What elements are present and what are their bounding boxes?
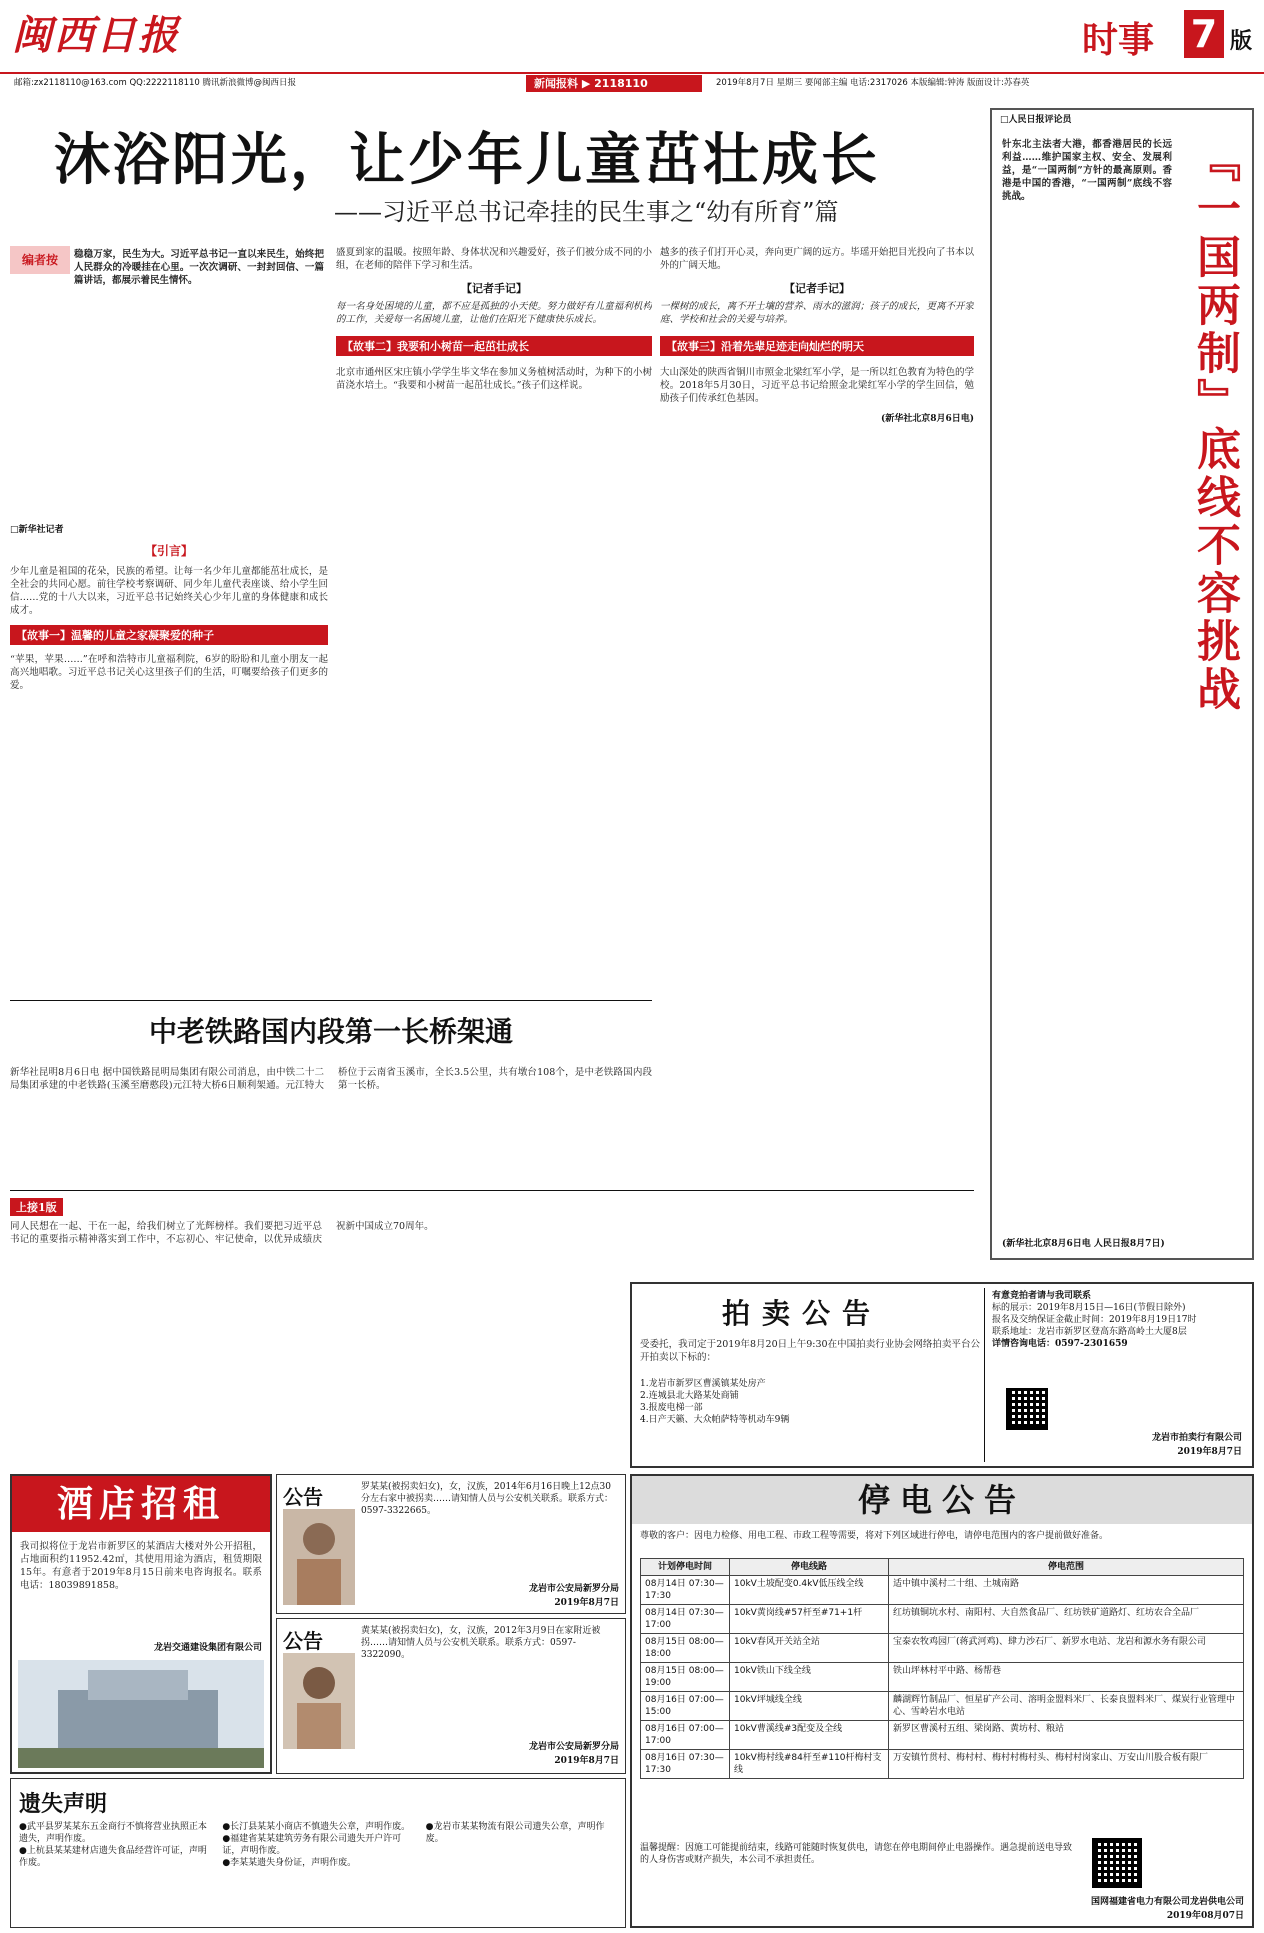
- outage-line: 10kV春风开关站全站: [730, 1634, 889, 1663]
- lost-notice-item: ●福建省某某建筑劳务有限公司遗失开户许可证，声明作废。: [222, 1834, 402, 1856]
- auction-contact-line: 标的展示：2019年8月15日—16日(节假日除外): [992, 1303, 1186, 1313]
- table-row: [641, 1663, 1244, 1692]
- column-three-note-heading: 【记者手记】: [784, 282, 850, 295]
- column-three-note: 一棵树的成长，离不开土壤的营养、雨水的滋润；孩子的成长，更离不开家庭、学校和社会的关爱与培养。: [660, 301, 974, 325]
- table-row: [641, 1605, 1244, 1634]
- notice-1: [276, 1474, 626, 1614]
- hotel-rental-ad: [10, 1474, 272, 1774]
- notice-2-title: 公告: [283, 1629, 323, 1653]
- auction-item: 1.龙岩市新罗区曹溪镇某处房产: [640, 1379, 766, 1389]
- article-byline: □新华社记者: [10, 525, 64, 535]
- auction-title: 拍卖公告: [722, 1297, 883, 1330]
- continued-tag: 上接1版: [10, 1198, 63, 1216]
- table-row: [641, 1721, 1244, 1750]
- commentary-title: 『一国两制』底线不容挑战: [1189, 138, 1240, 714]
- column-header-line: 停电线路: [730, 1559, 889, 1576]
- auction-items: [640, 1378, 980, 1426]
- outage-range: 宝泰农牧鸡园厂(蒋武河鸡)、肆力沙石厂、新罗水电站、龙岩和源水务有限公司: [889, 1634, 1244, 1663]
- power-outage-table: [640, 1558, 1244, 1779]
- auction-contact-line: 联系地址：龙岩市新罗区登高东路高岭土大厦8层: [992, 1327, 1187, 1337]
- notice-2-text: 黄某某(被拐卖妇女)，女，汉族，2012年3月9日在家附近被拐……请知情人员与公安机关联系。联系方式：0597-3322090。: [361, 1626, 601, 1660]
- masthead: [0, 0, 1264, 96]
- auction-notice: [630, 1282, 1254, 1468]
- outage-range: 红坊镇铜坑水村、南阳村、大自然食品厂、红坊铁矿道路灯、红坊农合全品厂: [889, 1605, 1244, 1634]
- outage-range: 万安镇竹贯村、梅村村、梅村村梅村头、梅村村岗家山、万安山川股合板有限厂: [889, 1750, 1244, 1779]
- auction-item: 4.日产天籁、大众帕萨特等机动车9辆: [640, 1415, 790, 1425]
- story-three-heading: 【故事三】沿着先辈足迹走向灿烂的明天: [660, 336, 974, 356]
- power-outage-signature: 国网福建省电力有限公司龙岩供电公司: [1090, 1897, 1244, 1907]
- table-header-row: [641, 1559, 1244, 1576]
- auction-intro: 受委托，我司定于2019年8月20日上午9:30在中国拍卖行业协会网络拍卖平台公开拍卖以下标的：: [640, 1339, 980, 1363]
- power-outage-footer: 温馨提醒：因施工可能提前结束，线路可能随时恢复供电，请您在停电期间停止电器操作。遇急提前送电导致的人身伤害或财产损失，本公司不承担责任。: [640, 1843, 1073, 1865]
- outage-time: 08月16日 07:30—17:30: [641, 1750, 730, 1779]
- notice-1-title: 公告: [283, 1485, 323, 1509]
- auction-qr-code: [1006, 1388, 1048, 1430]
- lost-notice: [10, 1778, 626, 1928]
- outage-range: 适中镇中溪村二十组、土城南路: [889, 1576, 1244, 1605]
- hotline-arrow-icon: ▶: [581, 77, 591, 90]
- lost-notice-item: ●龙岩市某某物流有限公司遗失公章，声明作废。: [425, 1822, 605, 1844]
- notice-1-signature: 龙岩市公安局新罗分局: [528, 1584, 619, 1594]
- paper-name-logo: 闽西日报: [12, 12, 180, 59]
- hotel-ad-text: 我司拟将位于龙岩市新罗区的某酒店大楼对外公开招租，占地面积约11952.42㎡，其使用用途为酒店，租赁期限15年。有意者于2019年8月15日前来电咨询报名。联系电话：18039891858。: [20, 1541, 262, 1591]
- commentary-box: [990, 108, 1254, 1260]
- hotel-ad-signature: 龙岩交通建设集团有限公司: [153, 1643, 262, 1653]
- outage-time: 08月16日 07:00—15:00: [641, 1692, 730, 1721]
- headline-block: [14, 104, 974, 234]
- auction-contact-line: 报名及交纳保证金截止时间：2019年8月19日17时: [992, 1315, 1197, 1325]
- page-number: 7: [1184, 10, 1224, 58]
- editor-note-label: 编者按: [10, 246, 70, 274]
- continued-text: 同人民想在一起、干在一起，给我们树立了光辉榜样。我们要把习近平总书记的重要指示精神落实到工作中，不忘初心、牢记使命，以优异成绩庆祝新中国成立70周年。: [10, 1221, 434, 1245]
- outage-line: 10kV土坡配变0.4kV低压线全线: [730, 1576, 889, 1605]
- power-qr-code: [1092, 1838, 1142, 1888]
- story-one-text: “苹果，苹果……”在呼和浩特市儿童福利院，6岁的盼盼和儿童小朋友一起高兴地唱歌。习近平总书记关心这里孩子们的生活，叮嘱要给孩子们更多的爱。: [10, 654, 328, 691]
- table-row: [641, 1576, 1244, 1605]
- power-outage-intro: 尊敬的客户：因电力检修、用电工程、市政工程等需要，将对下列区域进行停电，请停电范围内的客户提前做好准备。: [640, 1531, 1109, 1541]
- auction-item: 2.连城县北大路某处商铺: [640, 1391, 739, 1401]
- column-three-text: 越多的孩子们打开心灵，奔向更广阔的远方。毕瑶开始把目光投向了书本以外的广阔天地。: [660, 247, 974, 271]
- hotel-ad-title: 酒店招租: [12, 1476, 270, 1532]
- second-top-rule: [10, 1190, 974, 1191]
- outage-line: 10kV铁山下线全线: [730, 1663, 889, 1692]
- commentary-dateline: (新华社北京8月6日电 人民日报8月7日): [1002, 1239, 1165, 1249]
- outage-range: 新罗区曹溪村五组、梁岗路、黄坊村、粮站: [889, 1721, 1244, 1750]
- outage-time: 08月15日 08:00—19:00: [641, 1663, 730, 1692]
- auction-contact-line: 详情咨询电话：0597-2301659: [992, 1339, 1128, 1349]
- headline-title: 沐浴阳光，让少年儿童茁壮成长: [54, 127, 880, 193]
- editor-note-text: 稳稳万家，民生为大。习近平总书记一直以来民生，始终把人民群众的冷暖挂在心里。一次次调研、一封封回信、一篇篇讲话，都展示着民生情怀。: [74, 249, 324, 286]
- column-two-note-heading: 【记者手记】: [461, 282, 527, 295]
- outage-line: 10kV曹溪线#3配变及全线: [730, 1721, 889, 1750]
- outage-line: 10kV黄岗线#57杆至#71+1杆: [730, 1605, 889, 1634]
- lost-notice-item: ●武平县罗某某东五金商行不慎将营业执照正本遗失，声明作废。: [19, 1822, 207, 1844]
- outage-time: 08月16日 07:00—17:00: [641, 1721, 730, 1750]
- notice-2-signature: 龙岩市公安局新罗分局: [528, 1742, 619, 1752]
- commentary-text: 针东北主法者大港，都香港居民的长远利益……维护国家主权、安全、发展利益，是“一国两制”方针的最高原则。香港是中国的香港，“一国两制”底线不容挑战。: [1002, 139, 1172, 202]
- article-column-1: [10, 524, 328, 994]
- column-header-range: 停电范围: [889, 1559, 1244, 1576]
- column-two-note: 每一名身处困境的儿童，都不应是孤独的小天使。努力做好有儿童福利机构的工作，关爱每一名困境儿童，让他们在阳光下健康快乐成长。: [336, 301, 652, 325]
- auction-divider: [984, 1288, 985, 1462]
- railway-title: 中老铁路国内段第一长桥架通: [148, 1015, 513, 1048]
- outage-time: 08月14日 07:30—17:30: [641, 1576, 730, 1605]
- column-header-time: 计划停电时间: [641, 1559, 730, 1576]
- article-column-2: [336, 246, 652, 994]
- table-row: [641, 1750, 1244, 1779]
- notice-1-photo: [283, 1509, 355, 1605]
- lost-notice-list: [19, 1821, 619, 1869]
- contact-info: 邮箱:zx2118110@163.com QQ:2222118110 腾讯新浪微博@闽西日报: [14, 78, 297, 88]
- railway-top-rule: [10, 1000, 652, 1001]
- article-dateline: (新华社北京8月6日电): [880, 414, 974, 424]
- auction-date: 2019年8月7日: [1177, 1447, 1242, 1457]
- notice-1-date: 2019年8月7日: [554, 1598, 619, 1608]
- hotel-building-image: [18, 1660, 264, 1768]
- masthead-rule: [0, 72, 1264, 74]
- lost-notice-item: ●上杭县某某建材店遗失食品经营许可证，声明作废。: [19, 1846, 207, 1868]
- outage-line: 10kV梅村线#84杆至#110杆梅村支线: [730, 1750, 889, 1779]
- section-title: 时事: [1082, 20, 1155, 61]
- railway-article: [10, 1006, 652, 1186]
- auction-contact: [992, 1290, 1248, 1350]
- auction-signature: 龙岩市拍卖行有限公司: [1151, 1433, 1242, 1443]
- outage-time: 08月15日 08:00—18:00: [641, 1634, 730, 1663]
- hotline-box: [526, 75, 702, 92]
- hotline-number: 2118110: [594, 77, 648, 90]
- outage-range: 麟湖辉竹制品厂、恒星矿产公司、溶明金盟料米厂、长泰良盟料米厂、煤炭行业管理中心、雪岭岩水电站: [889, 1692, 1244, 1721]
- story-two-text: 北京市通州区宋庄镇小学学生毕文华在参加义务植树活动时，为种下的小树苗浇水培土。“我要和小树苗一起茁壮成长。”孩子们这样说。: [336, 367, 652, 391]
- notice-2-date: 2019年8月7日: [554, 1756, 619, 1766]
- story-two-heading: 【故事二】我要和小树苗一起茁壮成长: [336, 336, 652, 356]
- table-row: [641, 1634, 1244, 1663]
- issue-info: 2019年8月7日 星期三 要闻部主编 电话:2317026 本版编辑:钟涛 版面设计:苏春英: [716, 78, 1030, 88]
- auction-contact-line: 有意竞拍者请与我司联系: [992, 1291, 1092, 1301]
- power-outage-title: 停电公告: [632, 1476, 1252, 1524]
- notice-1-text: 罗某某(被拐卖妇女)，女，汉族，2014年6月16日晚上12点30分左右家中被拐卖……请知情人员与公安机关联系。联系方式：0597-3322665。: [361, 1482, 614, 1516]
- intro-text: 少年儿童是祖国的花朵，民族的希望。让每一名少年儿童都能茁壮成长，是全社会的共同心愿。前往学校考察调研、同少年儿童代表座谈、给小学生回信……党的十八大以来，习近平总书记始终关心少年儿童的身体健康和成长成才。: [10, 566, 328, 616]
- headline-subtitle: ——习近平总书记牵挂的民生事之“幼有所育”篇: [334, 198, 839, 226]
- editor-note: [10, 246, 328, 486]
- power-outage-date: 2019年08月07日: [1166, 1911, 1244, 1921]
- page-unit: 版: [1230, 28, 1253, 54]
- outage-time: 08月14日 07:30—17:00: [641, 1605, 730, 1634]
- intro-heading: 【引言】: [144, 544, 193, 558]
- power-outage-notice: [630, 1474, 1254, 1928]
- column-two-text: 盛夏到家的温暖。按照年龄、身体状况和兴趣爱好，孩子们被分成不同的小组，在老师的陪伴下学习和生活。: [336, 247, 652, 271]
- hotline-label: 新闻报料: [534, 77, 578, 90]
- outage-range: 铁山坪林村平中路、杨帮巷: [889, 1663, 1244, 1692]
- lost-notice-item: ●长汀县某某小商店不慎遗失公章，声明作废。: [222, 1822, 411, 1832]
- story-three-text: 大山深处的陕西省铜川市照金北梁红军小学，是一所以红色教育为特色的学校。2018年5月30日，习近平总书记给照金北梁红军小学的学生回信，勉励孩子们传承红色基因。: [660, 367, 974, 404]
- story-one-heading: 【故事一】温馨的儿童之家凝聚爱的种子: [10, 625, 328, 645]
- section-box: [1054, 6, 1258, 62]
- commentary-byline: □人民日报评论员: [1000, 115, 1072, 125]
- article-column-3: [660, 246, 974, 1264]
- lost-notice-item: ●李某某遗失身份证，声明作废。: [222, 1858, 357, 1868]
- railway-text: 新华社昆明8月6日电 据中国铁路昆明局集团有限公司消息，由中铁二十二局集团承建的中老铁路(玉溪至磨憨段)元江特大桥6日顺利架通。元江特大桥位于云南省玉溪市，全长3.5公里，共有墩台108个，是中老铁路国内段第一长桥。: [10, 1067, 652, 1091]
- lost-notice-title: 遗失声明: [19, 1791, 108, 1817]
- auction-item: 3.报废电梯一部: [640, 1403, 703, 1413]
- outage-line: 10kV坪城线全线: [730, 1692, 889, 1721]
- notice-2: [276, 1618, 626, 1774]
- notice-2-photo: [283, 1653, 355, 1749]
- table-row: [641, 1692, 1244, 1721]
